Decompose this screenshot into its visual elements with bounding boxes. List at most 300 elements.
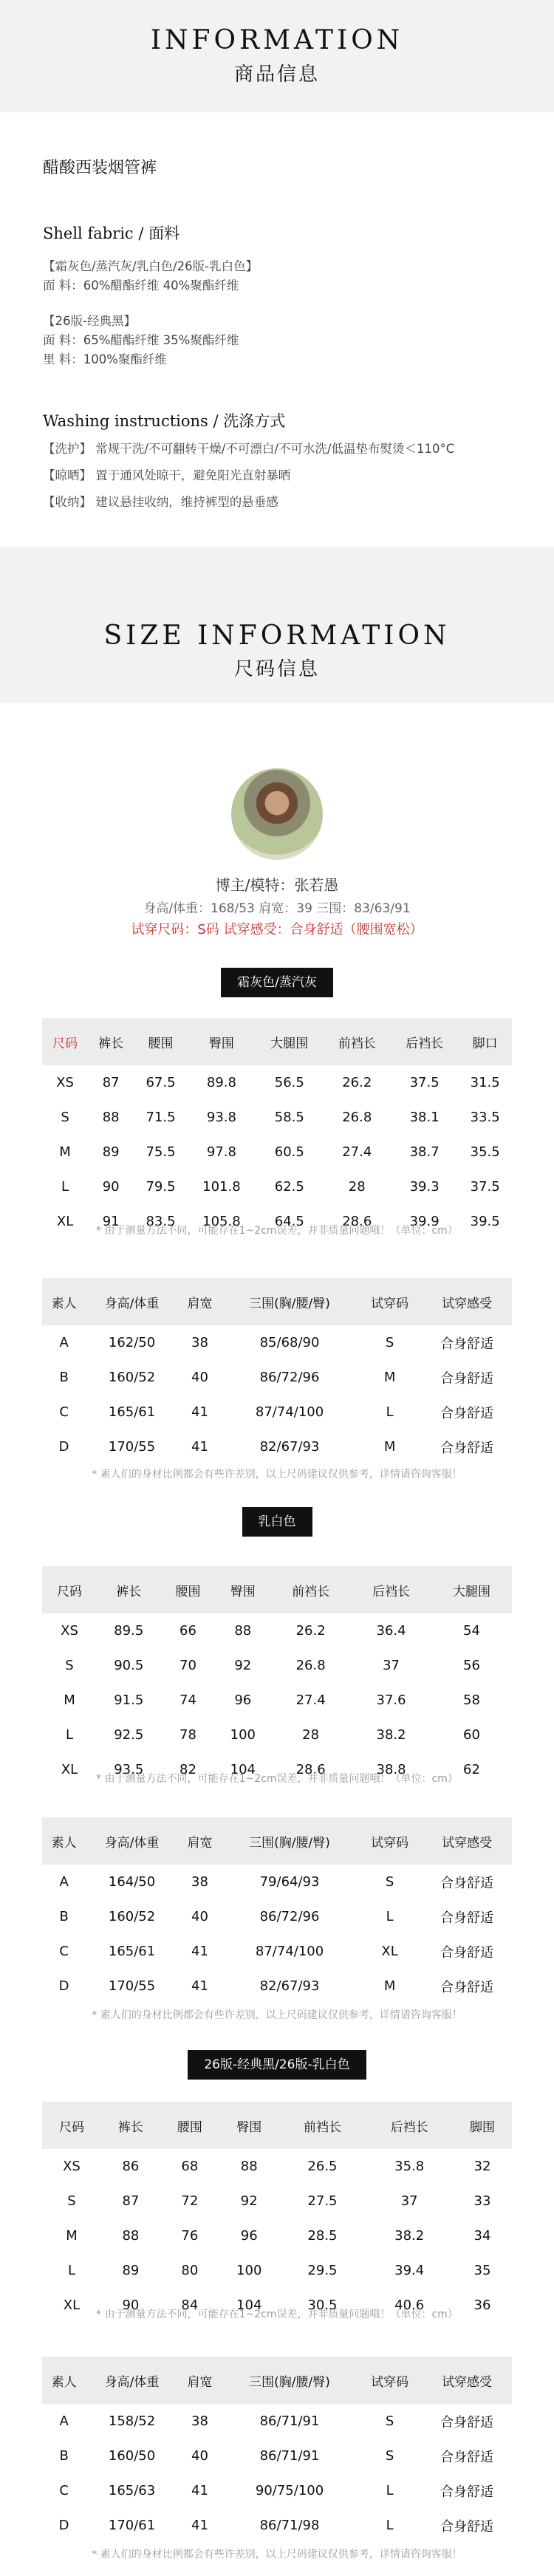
product-info: [0, 155, 554, 178]
fit-cell: 合身舒适: [440, 2518, 494, 2535]
fit-cell: 160/50: [108, 2448, 156, 2464]
fit-header-cell: 试穿感受: [422, 2357, 512, 2404]
fit-row: [42, 1969, 512, 2003]
fit-table: [42, 1817, 512, 2003]
size-cell: 28: [348, 1179, 366, 1195]
fit-cell: D: [58, 2518, 69, 2533]
info-title-zh: 商品信息: [233, 64, 320, 86]
fit-note: * 素人们的身材比例都会有些许差别，以上尺码建议仅供参考，详情请咨询客服！: [92, 2549, 462, 2560]
color-label: 乳白色: [242, 1507, 312, 1537]
size-cell: 26.8: [295, 1658, 326, 1673]
size-table-head: [42, 1018, 512, 1065]
fit-cell: 合身舒适: [440, 1979, 494, 1995]
fit-cell: S: [385, 1874, 394, 1890]
fit-row: [42, 2404, 512, 2439]
fit-cell: 合身舒适: [440, 2414, 494, 2430]
size-cell: 83.5: [146, 1214, 176, 1229]
fit-cell: 合身舒适: [440, 1910, 494, 1926]
fit-header-cell: 试穿感受: [422, 1278, 512, 1325]
size-table: [42, 1018, 512, 1239]
size-header-cell: 裤长: [101, 2102, 160, 2149]
size-cell: 39.4: [394, 2263, 425, 2278]
fit-cell: 41: [191, 1978, 208, 1994]
size-cell: 101.8: [202, 1179, 241, 1195]
size-cell: 90: [102, 1179, 120, 1195]
size-cell: XS: [61, 1623, 78, 1639]
size-header-cell: 后裆长: [366, 2102, 453, 2149]
fit-cell: 38: [191, 1874, 208, 1890]
fit-cell: 合身舒适: [440, 1875, 494, 1891]
fabric-line: 面 料：60%醋酯纤维 40%聚酯纤维: [43, 279, 239, 293]
fit-cell: 79/64/93: [259, 1874, 320, 1890]
fit-note: * 素人们的身材比例都会有些许差别，以上尺码建议仅供参考，详情请咨询客服！: [92, 1469, 462, 1480]
fabric-line: 面 料：65%醋酯纤维 35%聚酯纤维: [43, 333, 239, 347]
fit-cell: 158/52: [108, 2413, 156, 2429]
size-cell: 60.5: [274, 1144, 304, 1160]
fit-cell: 41: [191, 1439, 208, 1455]
fit-cell: A: [59, 2413, 69, 2429]
size-cell: 70: [179, 1658, 196, 1673]
wash-line: [43, 462, 554, 489]
size-title-en: SIZE INFORMATION: [103, 621, 451, 651]
fit-note: * 素人们的身材比例都会有些许差别，以上尺码建议仅供参考，详情请咨询客服！: [92, 2009, 462, 2021]
fit-cell: XL: [381, 1944, 398, 1959]
fit-header-cell: 试穿感受: [422, 1817, 512, 1865]
size-row: [42, 2149, 512, 2184]
size-cell: 58.5: [274, 1110, 304, 1125]
fit-cell: 合身舒适: [440, 1944, 494, 1961]
size-cell: L: [67, 2263, 75, 2278]
size-cell: 105.8: [202, 1214, 241, 1229]
fabric-section: [0, 222, 554, 369]
color-label: 26版-经典黑/26版-乳白色: [188, 2050, 366, 2080]
size-cell: 84: [181, 2297, 199, 2313]
size-cell: 27.4: [342, 1144, 372, 1160]
size-cell: 26.8: [342, 1110, 372, 1125]
size-table-wrap: [0, 1018, 554, 1239]
size-cell: 89: [122, 2263, 140, 2278]
size-row: [42, 1135, 512, 1169]
size-header-cell: 前裆长: [324, 1018, 391, 1065]
size-cell: 88: [102, 1110, 120, 1125]
wash-tag: 【晾晒】: [43, 468, 92, 482]
size-cell: 92.5: [114, 1727, 144, 1743]
fit-cell: L: [386, 2483, 394, 2498]
size-cell: 104: [230, 1762, 256, 1777]
fit-cell: 165/61: [108, 1404, 156, 1420]
fit-row: [42, 1429, 512, 1464]
fit-cell: 合身舒适: [440, 2484, 494, 2500]
wash-heading-en: Washing instructions /: [43, 412, 224, 430]
fit-cell: A: [59, 1335, 69, 1350]
size-cell: 34: [473, 2228, 491, 2244]
fit-cell: 38: [191, 2413, 208, 2429]
fit-table-head: [42, 2357, 512, 2404]
fit-cell: 41: [191, 2518, 208, 2533]
fit-cell: C: [59, 2483, 69, 2498]
fit-cell: 合身舒适: [440, 1440, 494, 1456]
fit-cell: 170/61: [108, 2518, 156, 2533]
size-row: [42, 1648, 512, 1683]
size-row: [42, 1065, 512, 1100]
fit-cell: S: [385, 1335, 394, 1350]
fit-table-body: [42, 1325, 512, 1464]
fit-cell: B: [59, 1370, 69, 1385]
fit-header-row: [42, 1817, 512, 1865]
size-cell: L: [65, 1727, 73, 1743]
size-cell: 56: [463, 1658, 480, 1673]
fit-header-cell: 试穿码: [358, 1278, 422, 1325]
color-label: 霜灰色/蒸汽灰: [221, 968, 333, 997]
fit-cell: A: [59, 1874, 69, 1890]
model-stats: 身高/体重：168/53 肩宽：39 三围：83/63/91: [143, 901, 411, 916]
wash-line: [43, 489, 554, 516]
fit-row: [42, 2473, 512, 2508]
fit-header-cell: 试穿码: [358, 2357, 422, 2404]
size-cell: 38.1: [409, 1110, 440, 1125]
size-cell: 37: [400, 2193, 418, 2209]
fit-table-wrap: [0, 1817, 554, 2003]
fit-cell: S: [385, 2413, 394, 2429]
size-cell: 72: [181, 2193, 199, 2209]
fit-table-wrap: [0, 1278, 554, 1464]
size-cell: 29.5: [307, 2263, 338, 2278]
size-cell: S: [61, 1110, 69, 1125]
size-cell: 60: [463, 1727, 480, 1743]
size-cell: 30.5: [307, 2297, 338, 2313]
fit-table: [42, 2357, 512, 2543]
size-table: [42, 1566, 512, 1787]
size-header-cell: 尺码: [42, 1566, 97, 1613]
size-header-cell: 后裆长: [351, 1566, 431, 1613]
size-cell: 100: [236, 2263, 262, 2278]
size-cell: 75.5: [146, 1144, 176, 1160]
size-table-head: [42, 1566, 512, 1613]
fit-header-cell: 肩宽: [178, 1817, 222, 1865]
fit-header-cell: 三围(胸/腰/臀): [222, 1817, 358, 1865]
size-cell: 33: [473, 2193, 491, 2209]
fit-cell: 165/63: [108, 2483, 156, 2498]
size-cell: 87: [102, 1075, 120, 1090]
fit-table-body: [42, 1865, 512, 2003]
fit-header-cell: 试穿码: [358, 1817, 422, 1865]
size-cell: 80: [181, 2263, 199, 2278]
size-cell: 62.5: [274, 1179, 304, 1195]
wash-heading: [43, 409, 554, 431]
size-cell: 33.5: [470, 1110, 500, 1125]
fit-cell: L: [386, 1404, 394, 1420]
fit-cell: 合身舒适: [440, 1405, 494, 1421]
size-cell: 66: [179, 1623, 196, 1639]
fit-cell: 合身舒适: [440, 1370, 494, 1387]
color-label-wrap: [0, 2050, 554, 2080]
size-cell: 38.7: [409, 1144, 440, 1160]
model-profile: [0, 768, 554, 938]
size-header-cell: 脚围: [453, 2102, 512, 2149]
size-cell: 36: [473, 2297, 491, 2313]
fit-header-cell: 身高/体重: [86, 2357, 178, 2404]
wash-text: 置于通风处晾干，避免阳光直射暴晒: [95, 468, 291, 482]
color-label-wrap: [0, 968, 554, 997]
fit-row: [42, 2439, 512, 2473]
size-cell: 26.2: [342, 1075, 372, 1090]
wash-tag: 【收纳】: [43, 495, 92, 509]
info-title-en: INFORMATION: [150, 25, 404, 55]
size-cell: 28.6: [342, 1214, 372, 1229]
fit-cell: M: [383, 1439, 396, 1455]
size-row: [42, 2184, 512, 2218]
fit-table-wrap: [0, 2357, 554, 2543]
size-header-cell: 后裆长: [391, 1018, 458, 1065]
size-header-row: [42, 1566, 512, 1613]
size-table-head: [42, 2102, 512, 2149]
fit-cell: 86/71/91: [259, 2413, 320, 2429]
size-cell: 90: [122, 2297, 140, 2313]
size-cell: 92: [234, 1658, 252, 1673]
size-cell: 100: [230, 1727, 256, 1743]
wash-line: [43, 436, 554, 462]
fit-cell: 86/71/98: [259, 2518, 320, 2533]
fit-cell: M: [383, 1978, 396, 1994]
fit-cell: 85/68/90: [259, 1335, 320, 1350]
size-cell: 97.8: [206, 1144, 236, 1160]
size-header-cell: 尺码: [42, 2102, 101, 2149]
fabric-heading-en: Shell fabric /: [43, 225, 149, 242]
size-cell: 37: [383, 1658, 400, 1673]
size-cell: M: [59, 1144, 71, 1160]
size-header-cell: 前裆长: [270, 1566, 351, 1613]
fit-header-cell: 三围(胸/腰/臀): [222, 2357, 358, 2404]
fit-cell: 87/74/100: [255, 1404, 324, 1420]
size-cell: 37.6: [376, 1692, 406, 1708]
size-header-cell: 裤长: [97, 1566, 160, 1613]
fit-cell: 38: [191, 1335, 208, 1350]
size-cell: 38.2: [394, 2228, 425, 2244]
fit-cell: L: [386, 1909, 394, 1924]
size-row: [42, 2253, 512, 2288]
size-cell: 76: [181, 2228, 199, 2244]
size-header-cell: 裤长: [88, 1018, 134, 1065]
size-cell: 93.8: [206, 1110, 236, 1125]
size-cell: 37.5: [470, 1179, 500, 1195]
size-cell: 28.6: [295, 1762, 326, 1777]
fit-cell: D: [58, 1978, 69, 1994]
measure-note: * 由于测量方法不同，可能存在1~2cm误差，并非质量问题哦！（单位：cm）: [96, 2309, 458, 2320]
fit-cell: 90/75/100: [255, 2483, 324, 2498]
size-header-cell: 尺码: [42, 1018, 88, 1065]
size-cell: 88: [122, 2228, 140, 2244]
size-header-cell: 脚口: [458, 1018, 512, 1065]
fit-row: [42, 1934, 512, 1969]
size-cell: 91.5: [114, 1692, 144, 1708]
size-cell: 36.4: [376, 1623, 406, 1639]
fit-cell: 162/50: [108, 1335, 156, 1350]
size-table-body: [42, 1613, 512, 1787]
fit-header-cell: 身高/体重: [86, 1278, 178, 1325]
size-cell: 40.6: [394, 2297, 425, 2313]
size-cell: 88: [240, 2159, 258, 2174]
size-cell: 56.5: [274, 1075, 304, 1090]
fit-cell: C: [59, 1404, 69, 1420]
size-cell: 88: [234, 1623, 252, 1639]
size-table-wrap: [0, 1566, 554, 1787]
fit-table: [42, 1278, 512, 1464]
size-cell: XL: [63, 2297, 81, 2313]
info-header-band: [0, 0, 554, 112]
fit-row: [42, 2508, 512, 2543]
size-cell: 89: [102, 1144, 120, 1160]
size-cell: 74: [179, 1692, 196, 1708]
size-cell: 35.8: [394, 2159, 425, 2174]
fit-cell: D: [58, 1439, 69, 1455]
size-cell: 92: [240, 2193, 258, 2209]
size-cell: 78: [179, 1727, 196, 1743]
size-cell: 71.5: [146, 1110, 176, 1125]
fit-cell: 87/74/100: [255, 1944, 324, 1959]
size-cell: 39.5: [470, 1214, 500, 1229]
size-header-row: [42, 1018, 512, 1065]
size-cell: 31.5: [470, 1075, 500, 1090]
size-cell: 38.8: [376, 1762, 406, 1777]
fit-cell: 41: [191, 2483, 208, 2498]
fit-cell: B: [59, 2448, 69, 2464]
size-table-body: [42, 2149, 512, 2323]
fit-table-head: [42, 1817, 512, 1865]
fit-cell: 40: [191, 1370, 208, 1385]
size-cell: 28.5: [307, 2228, 338, 2244]
size-cell: XS: [56, 1075, 74, 1090]
size-cell: 27.5: [307, 2193, 338, 2209]
model-avatar: [231, 768, 323, 860]
measure-note: * 由于测量方法不同，可能存在1~2cm误差，并非质量问题哦！（单位：cm）: [96, 1773, 458, 1785]
fit-header-row: [42, 2357, 512, 2404]
fit-header-cell: 素人: [42, 1278, 86, 1325]
size-row: [42, 1683, 512, 1718]
size-row: [42, 2218, 512, 2253]
size-header-row: [42, 2102, 512, 2149]
size-cell: 28: [302, 1727, 320, 1743]
size-cell: 89.8: [206, 1075, 236, 1090]
fit-row: [42, 1395, 512, 1429]
size-cell: 32: [473, 2159, 491, 2174]
size-cell: 104: [236, 2297, 262, 2313]
wash-heading-zh: 洗涤方式: [223, 412, 286, 430]
size-cell: 58: [463, 1692, 480, 1708]
fit-row: [42, 1865, 512, 1899]
size-row: [42, 1718, 512, 1752]
fit-header-cell: 身高/体重: [86, 1817, 178, 1865]
size-cell: M: [66, 2228, 78, 2244]
fit-header-cell: 素人: [42, 2357, 86, 2404]
fabric-line: 里 料：100%聚酯纤维: [43, 352, 167, 366]
size-row: [42, 1169, 512, 1204]
fit-header-cell: 三围(胸/腰/臀): [222, 1278, 358, 1325]
size-cell: 68: [181, 2159, 199, 2174]
size-cell: 96: [240, 2228, 258, 2244]
fit-row: [42, 1325, 512, 1360]
fit-cell: 164/50: [108, 1874, 156, 1890]
fit-cell: M: [383, 1370, 396, 1385]
size-cell: M: [64, 1692, 75, 1708]
model-name: 博主/模特：张若愚: [215, 876, 339, 894]
measure-note: * 由于测量方法不同，可能存在1~2cm误差，并非质量问题哦！（单位：cm）: [96, 1225, 458, 1237]
fabric-line: 【霜灰色/蒸汽灰/乳白色/26版-乳白色】: [43, 259, 259, 273]
size-table-body: [42, 1065, 512, 1239]
size-title-zh: 尺码信息: [233, 658, 320, 680]
fit-row: [42, 1899, 512, 1934]
size-cell: 96: [234, 1692, 252, 1708]
fit-cell: C: [59, 1944, 69, 1959]
size-cell: 26.5: [307, 2159, 338, 2174]
size-cell: L: [61, 1179, 69, 1195]
fit-table-head: [42, 1278, 512, 1325]
size-cell: 39.9: [409, 1214, 440, 1229]
size-cell: 89.5: [114, 1623, 144, 1639]
size-cell: 38.2: [376, 1727, 406, 1743]
size-cell: 91: [102, 1214, 120, 1229]
fit-cell: 86/71/91: [259, 2448, 320, 2464]
size-cell: 90.5: [114, 1658, 144, 1673]
fit-cell: L: [386, 2518, 394, 2533]
size-header-cell: 臀围: [219, 2102, 279, 2149]
size-header-cell: 腰围: [160, 1566, 215, 1613]
size-table: [42, 2102, 512, 2323]
size-header-cell: 大腿围: [256, 1018, 323, 1065]
fabric-heading: [43, 222, 554, 244]
fit-cell: 170/55: [108, 1978, 156, 1994]
fit-header-cell: 肩宽: [178, 1278, 222, 1325]
fit-cell: S: [385, 2448, 394, 2464]
fit-cell: 40: [191, 1909, 208, 1924]
fit-cell: B: [59, 1909, 69, 1924]
size-cell: 35.5: [470, 1144, 500, 1160]
size-cell: 39.3: [409, 1179, 440, 1195]
fit-cell: 82/67/93: [259, 1439, 320, 1455]
size-header-cell: 大腿围: [431, 1566, 512, 1613]
size-cell: 54: [463, 1623, 480, 1639]
size-cell: 93.5: [114, 1762, 144, 1777]
size-cell: 27.4: [295, 1692, 326, 1708]
fit-cell: 合身舒适: [440, 1336, 494, 1352]
wash-text: 常规干洗/不可翻转干燥/不可漂白/不可水洗/低温垫布熨烫＜110°C: [95, 442, 455, 456]
fit-cell: 合身舒适: [440, 2449, 494, 2465]
size-cell: XL: [61, 1762, 78, 1777]
size-cell: S: [65, 1658, 74, 1673]
fabric-line: 【26版-经典黑】: [43, 314, 136, 328]
fit-cell: 40: [191, 2448, 208, 2464]
wash-tag: 【洗护】: [43, 442, 92, 456]
size-cell: 82: [179, 1762, 196, 1777]
size-cell: 62: [463, 1762, 480, 1777]
size-header-cell: 臀围: [188, 1018, 256, 1065]
size-cell: XL: [56, 1214, 74, 1229]
fit-cell: 160/52: [108, 1370, 156, 1385]
product-name: 醋酸西装烟管裤: [43, 159, 157, 177]
size-cell: 79.5: [146, 1179, 176, 1195]
size-cell: 37.5: [409, 1075, 440, 1090]
size-table-wrap: [0, 2102, 554, 2323]
size-cell: XS: [63, 2159, 81, 2174]
size-cell: 87: [122, 2193, 140, 2209]
size-cell: 86: [122, 2159, 140, 2174]
size-row: [42, 1100, 512, 1135]
size-cell: 35: [473, 2263, 491, 2278]
size-cell: 67.5: [146, 1075, 176, 1090]
size-header-cell: 腰围: [134, 1018, 188, 1065]
fit-table-body: [42, 2404, 512, 2543]
color-label-wrap: [0, 1507, 554, 1537]
fit-cell: 86/72/96: [259, 1370, 320, 1385]
